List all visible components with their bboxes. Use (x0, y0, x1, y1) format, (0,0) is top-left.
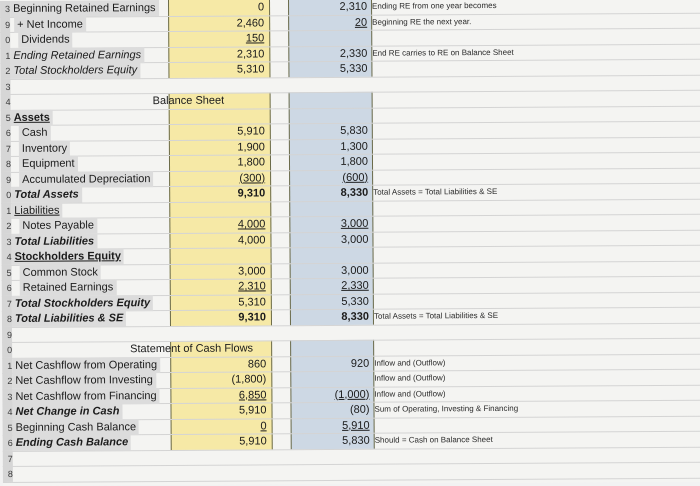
annotation-note: Total Assets = Total Liabilities & SE (373, 186, 498, 197)
row-number[interactable]: 8 (1, 156, 11, 172)
row-number[interactable]: 3 (1, 233, 11, 249)
year2-value[interactable]: 3,000 (340, 217, 369, 230)
row-label[interactable]: Net Cashflow from Investing (12, 372, 156, 389)
annotation-note: Inflow and (Outflow) (374, 388, 446, 399)
section-title: Balance Sheet (152, 94, 225, 108)
row-label[interactable]: Stockholders Equity (12, 248, 124, 265)
annotation-note: Should = Cash on Balance Sheet (374, 434, 493, 445)
row-number[interactable]: 5 (1, 109, 11, 125)
year1-value[interactable]: 5,310 (238, 295, 266, 309)
year2-value[interactable]: 2,310 (339, 0, 368, 13)
row-number[interactable]: 6 (2, 280, 12, 296)
year1-value[interactable]: 2,460 (236, 16, 265, 30)
row-number[interactable]: 4 (1, 94, 11, 110)
row-number[interactable]: 7 (1, 140, 11, 156)
year1-value[interactable]: (1,800) (231, 373, 267, 386)
row-number[interactable]: 2 (0, 63, 10, 79)
year1-value[interactable]: 0 (257, 1, 265, 14)
row-label[interactable]: Net Change in Cash (12, 403, 122, 420)
row-label[interactable]: Notes Payable (19, 217, 97, 233)
year2-value[interactable]: 3,000 (340, 233, 369, 246)
section-title: Statement of Cash Flows (130, 342, 254, 356)
row-label[interactable]: Common Stock (20, 264, 101, 280)
row-number[interactable]: 9 (0, 16, 10, 32)
row-number[interactable]: 9 (2, 326, 12, 342)
row-label[interactable]: Total Stockholders Equity (10, 62, 140, 79)
row-label[interactable]: Retained Earnings (20, 279, 117, 296)
year1-value[interactable]: 2,310 (238, 280, 266, 293)
row-number[interactable]: 8 (3, 466, 13, 482)
year1-value[interactable]: 150 (245, 32, 265, 45)
year1-value[interactable]: 1,900 (237, 140, 265, 154)
year2-value[interactable]: 2,330 (339, 47, 368, 60)
year2-value[interactable]: 5,330 (341, 295, 369, 308)
row-label[interactable]: Dividends (18, 32, 72, 48)
row-label[interactable]: Accumulated Depreciation (19, 171, 154, 188)
year2-value[interactable]: 920 (350, 357, 370, 370)
year1-value[interactable]: 3,000 (238, 264, 266, 278)
year1-value[interactable]: 5,910 (238, 404, 267, 417)
year2-value[interactable]: 5,910 (342, 419, 370, 432)
year2-value[interactable]: 1,800 (340, 155, 369, 168)
year2-value[interactable]: 8,330 (341, 310, 369, 323)
annotation-note: Sum of Operating, Investing & Financing (374, 403, 519, 414)
row-number[interactable]: 5 (3, 419, 13, 435)
row-number[interactable]: 6 (3, 435, 13, 451)
year1-value[interactable]: 6,850 (238, 388, 267, 402)
row-number[interactable]: 8 (2, 311, 12, 327)
annotation-note: Inflow and (Outflow) (374, 373, 446, 383)
row-number[interactable]: 4 (2, 404, 12, 420)
row-label[interactable]: Assets (11, 109, 53, 125)
year2-value[interactable]: 5,330 (339, 62, 368, 75)
row-number[interactable]: 3 (0, 1, 10, 17)
year2-value[interactable]: 1,300 (340, 140, 368, 153)
year2-value[interactable]: (1,000) (334, 388, 370, 401)
row-label[interactable]: Total Liabilities (11, 233, 97, 250)
row-number[interactable]: 4 (2, 249, 12, 265)
row-label[interactable]: Ending Retained Earnings (10, 47, 144, 64)
year2-value[interactable]: 5,830 (340, 124, 368, 137)
year1-value[interactable]: 5,910 (237, 125, 265, 138)
year2-value[interactable]: 5,830 (342, 434, 370, 447)
year1-value[interactable]: 5,910 (239, 435, 267, 448)
row-label[interactable]: Total Liabilities & SE (12, 310, 126, 327)
row-label[interactable]: Total Stockholders Equity (12, 295, 153, 312)
year2-value[interactable]: (80) (349, 403, 370, 416)
row-number[interactable]: 3 (0, 78, 10, 94)
row-label[interactable]: Beginning Retained Earnings (10, 0, 159, 17)
year1-value[interactable]: 4,000 (237, 218, 266, 231)
row-number[interactable]: 0 (1, 187, 11, 203)
year2-value[interactable]: 3,000 (341, 264, 369, 277)
row-number[interactable]: 0 (0, 32, 10, 48)
row-number[interactable]: 1 (1, 202, 11, 218)
row-number[interactable]: 2 (1, 218, 11, 234)
row-gridline (3, 477, 700, 482)
row-number[interactable]: 3 (2, 388, 12, 404)
year2-value[interactable]: (600) (342, 171, 369, 184)
row-label[interactable]: Net Cashflow from Operating (12, 357, 160, 374)
annotation-note: Ending RE from one year becomes (372, 0, 497, 11)
annotation-note: Inflow and (Outflow) (374, 357, 446, 368)
year2-value[interactable]: 20 (354, 16, 368, 29)
row-label[interactable]: Inventory (19, 140, 70, 156)
year1-value[interactable]: 9,310 (238, 311, 266, 324)
row-label[interactable]: Total Assets (11, 187, 82, 203)
row-number[interactable]: 7 (2, 295, 12, 311)
year1-value[interactable]: 4,000 (237, 233, 266, 247)
row-number[interactable]: 1 (0, 47, 10, 63)
year2-value[interactable]: 8,330 (340, 186, 369, 199)
row-label[interactable]: Equipment (19, 156, 78, 172)
year1-value[interactable]: 0 (260, 419, 267, 432)
row-gridline (3, 462, 700, 467)
year1-value[interactable]: 5,310 (236, 63, 265, 76)
annotation-note: End RE carries to RE on Balance Sheet (372, 47, 514, 58)
row-label[interactable]: Cash (19, 125, 51, 141)
row-number[interactable]: 1 (2, 357, 12, 373)
annotation-note: Total Assets = Total Liabilities & SE (373, 310, 499, 321)
year1-value[interactable]: (300) (239, 171, 266, 185)
row-number[interactable]: 9 (1, 171, 11, 187)
year1-value[interactable]: 1,800 (237, 156, 266, 169)
year1-value[interactable]: 2,310 (236, 47, 265, 61)
row-number[interactable]: 5 (2, 264, 12, 280)
row-number[interactable]: 0 (2, 342, 12, 358)
row-label[interactable]: Ending Cash Balance (13, 434, 132, 451)
annotation-note: Beginning RE the next year. (372, 16, 472, 27)
row-number[interactable]: 6 (1, 125, 11, 141)
row-number[interactable]: 2 (2, 373, 12, 389)
row-label[interactable]: Net Cashflow from Financing (12, 388, 159, 405)
row-number[interactable]: 7 (3, 450, 13, 466)
row-label[interactable]: Beginning Cash Balance (13, 419, 140, 436)
row-label[interactable]: Liabilities (11, 202, 62, 218)
row-label[interactable]: + Net Income (14, 16, 86, 32)
year1-value[interactable]: 860 (247, 357, 267, 370)
year2-value[interactable]: 2,330 (341, 279, 369, 292)
year1-value[interactable]: 9,310 (237, 187, 266, 200)
